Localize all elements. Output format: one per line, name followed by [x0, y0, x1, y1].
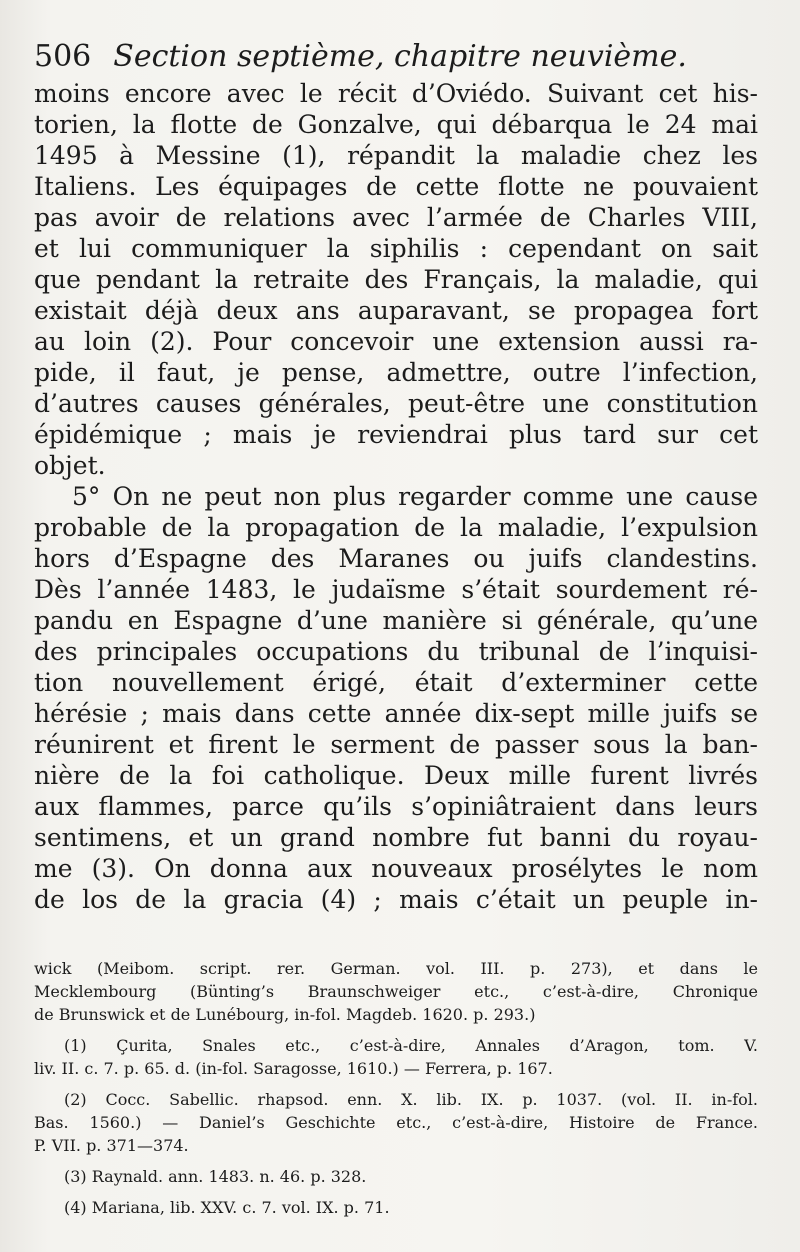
text-line: pandu en Espagne d’une manière si générale, qu’une — [34, 606, 758, 635]
text-line: moins encore avec le récit d’Oviédo. Suivant cet his- — [34, 79, 758, 108]
footnote-line: Mecklembourg (Bünting’s Braunschweiger etc., c’est-à-dire, Chronique — [34, 982, 758, 1001]
text-line: que pendant la retraite des Français, la maladie, qui — [34, 265, 758, 294]
text-line: d’autres causes générales, peut-être une constitution — [34, 389, 758, 418]
footnote-line: liv. II. c. 7. p. 65. d. (in-fol. Saragosse, 1610.) — Ferrera, p. 167. — [34, 1059, 553, 1078]
text-line: de los de la gracia (4) ; mais c’était un peuple in- — [34, 885, 758, 914]
footnote-line: (1) Çurita, Snales etc., c’est-à-dire, Annales d’Aragon, tom. V. — [64, 1036, 758, 1055]
footnote-2 — [34, 1088, 758, 1157]
text-line: nière de la foi catholique. Deux mille furent livrés — [34, 761, 758, 790]
text-line: Italiens. Les équipages de cette flotte ne pouvaient — [34, 172, 758, 201]
text-line: aux flammes, parce qu’ils s’opiniâtraient dans leurs — [34, 792, 758, 821]
footnote-continuation — [34, 957, 758, 1026]
page-number: 506 — [34, 39, 92, 74]
text-line: pas avoir de relations avec l’armée de Charles VIII, — [34, 203, 758, 232]
footnote-3: (3) Raynald. ann. 1483. n. 46. p. 328. — [64, 1167, 367, 1186]
text-line: existait déjà deux ans auparavant, se propagea fort — [34, 296, 758, 325]
footnote-line: Bas. 1560.) — Daniel’s Geschichte etc., c’est-à-dire, Histoire de France. — [34, 1113, 758, 1132]
text-line: pide, il faut, je pense, admettre, outre l’infection, — [34, 358, 758, 387]
text-line: sentimens, et un grand nombre fut banni du royau- — [34, 823, 758, 852]
text-line: hors d’Espagne des Maranes ou juifs clandestins. — [34, 544, 758, 573]
text-line: Dès l’année 1483, le judaïsme s’était sourdement ré- — [34, 575, 758, 604]
text-line: au loin (2). Pour concevoir une extension aussi ra- — [34, 327, 758, 356]
running-head — [34, 36, 758, 78]
paragraph-item-5 — [34, 481, 758, 915]
footnotes — [34, 957, 758, 1219]
footnote-separator-space — [34, 915, 758, 957]
footnote-1 — [34, 1034, 758, 1080]
text-line: probable de la propagation de la maladie, l’expulsion — [34, 513, 758, 542]
text-line: épidémique ; mais je reviendrai plus tard sur cet — [34, 420, 758, 449]
footnote-4: (4) Mariana, lib. XXV. c. 7. vol. IX. p. 71. — [64, 1198, 390, 1217]
paragraph-continuation — [34, 78, 758, 481]
text-line: objet. — [34, 451, 106, 480]
text-line: réunirent et firent le serment de passer sous la ban- — [34, 730, 758, 759]
footnote-line: de Brunswick et de Lunébourg, in-fol. Magdeb. 1620. p. 293.) — [34, 1005, 536, 1024]
footnote-line: (2) Cocc. Sabellic. rhapsod. enn. X. lib. IX. p. 1037. (vol. II. in-fol. — [64, 1090, 758, 1109]
text-line: des principales occupations du tribunal de l’inquisi- — [34, 637, 758, 666]
text-line: torien, la flotte de Gonzalve, qui débarqua le 24 mai — [34, 110, 758, 139]
text-line: hérésie ; mais dans cette année dix-sept mille juifs se — [34, 699, 758, 728]
running-title: Section septième, chapitre neuvième. — [113, 39, 687, 74]
text-line: tion nouvellement érigé, était d’exterminer cette — [34, 668, 758, 697]
text-line: me (3). On donna aux nouveaux prosélytes le nom — [34, 854, 758, 883]
text-line: 5° On ne peut non plus regarder comme une cause — [72, 482, 758, 511]
text-line: 1495 à Messine (1), répandit la maladie chez les — [34, 141, 758, 170]
text-line: et lui communiquer la siphilis : cependant on sait — [34, 234, 758, 263]
main-text — [34, 78, 758, 915]
footnote-line: wick (Meibom. script. rer. German. vol. III. p. 273), et dans le — [34, 959, 758, 978]
footnote-line: P. VII. p. 371—374. — [34, 1136, 189, 1155]
